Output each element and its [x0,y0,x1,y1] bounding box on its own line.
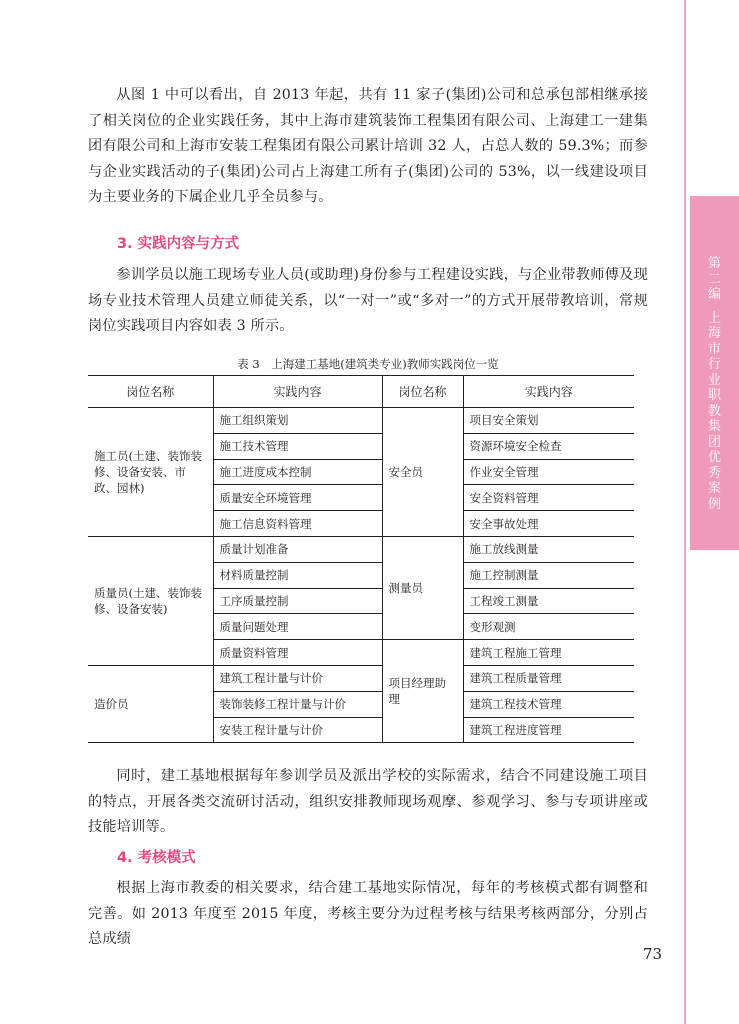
table-row [88,536,634,562]
section-heading-4: 4. 考核模式 [117,850,196,866]
paragraph-activities: 同时，建工基地根据每年参训学员及派出学校的实际需求，结合不同建设施工项目的特点，开展各类交流研讨活动，组织安排教师现场观摩、参观学习、参与专项讲座或技能培训等。 [88,768,648,836]
table-row [88,665,634,691]
table-caption: 表 3 上海建工基地(建筑类专业)教师实践岗位一览 [237,357,499,371]
table-cell: 建筑工程施工管理 [463,640,634,666]
role-quality-inspector: 质量员(土建、装饰装修、设备安装) [88,536,213,665]
table-cell: 装饰装修工程计量与计价 [213,691,382,717]
role-project-manager-assistant: 项目经理助理 [382,640,463,743]
table-cell: 施工技术管理 [213,433,382,459]
practice-table [88,375,634,743]
side-tab-part: 第二编 [707,256,721,302]
table-cell: 材料质量控制 [213,562,382,588]
table-cell: 变形观测 [463,614,634,640]
header-position-left: 岗位名称 [88,376,213,408]
table-cell: 作业安全管理 [463,459,634,485]
table-cell: 施工组织策划 [213,408,382,434]
table-cell: 质量计划准备 [213,536,382,562]
side-tab-title: 上海市行业职教集团优秀案例 [707,310,721,512]
table-header-row [88,376,634,408]
table-cell: 安全资料管理 [463,485,634,511]
paragraph-intro: 从图 1 中可以看出，自 2013 年起，共有 11 家子(集团)公司和总承包部相继承接了相关岗位的企业实践任务，其中上海市建筑装饰工程集团有限公司、上海建工一建集团有限公司和上海市安装工程集团有限公司累计培训 32 人，占总人数的 59.3%；而参与企业实践活动的子(集团)公司占上海建工所有子(集团)公司的 53%，以一线建设项目为主要业务的下属企业几乎全员参与。 [88,87,648,206]
table-cell: 安装工程计量与计价 [213,717,382,743]
table-cell: 安全事故处理 [463,511,634,537]
table-cell: 建筑工程质量管理 [463,665,634,691]
table-cell: 建筑工程进度管理 [463,717,634,743]
paragraph-assessment: 根据上海市教委的相关要求，结合建工基地实际情况，每年的考核模式都有调整和完善。如 2013 年度至 2015 年度，考核主要分为过程考核与结果考核两部分，分别占总成绩 [88,880,648,948]
table-cell: 施工控制测量 [463,562,634,588]
role-cost-estimator: 造价员 [88,665,213,742]
page-number: 73 [643,945,663,963]
paragraph-practice: 参训学员以施工现场专业人员(或助理)身份参与工程建设实践，与企业带教师傅及现场专业技术管理人员建立师徒关系，以“一对一”或“多对一”的方式开展带教培训，常规岗位实践项目内容如表 3 所示。 [88,267,648,335]
role-surveyor: 测量员 [382,536,463,639]
table-cell: 施工进度成本控制 [213,459,382,485]
page-edge-strip [684,0,686,1024]
header-content-right: 实践内容 [463,376,634,408]
header-position-right: 岗位名称 [382,376,463,408]
table-cell: 建筑工程计量与计价 [213,665,382,691]
section-side-tab [690,196,739,550]
table-row [88,408,634,434]
table-cell: 资源环境安全检查 [463,433,634,459]
role-safety-officer: 安全员 [382,408,463,537]
section-heading-3: 3. 实践内容与方式 [117,236,240,252]
table-cell: 建筑工程技术管理 [463,691,634,717]
table-cell: 工程竣工测量 [463,588,634,614]
table-cell: 施工放线测量 [463,536,634,562]
table-cell: 质量资料管理 [213,640,382,666]
table-cell: 质量安全环境管理 [213,485,382,511]
header-content-left: 实践内容 [213,376,382,408]
table-cell: 施工信息资料管理 [213,511,382,537]
table-cell: 工序质量控制 [213,588,382,614]
table-cell: 项目安全策划 [463,408,634,434]
role-construction-worker: 施工员(土建、装饰装修、设备安装、市政、园林) [88,408,213,537]
side-tab-text [707,256,722,512]
table-cell: 质量问题处理 [213,614,382,640]
